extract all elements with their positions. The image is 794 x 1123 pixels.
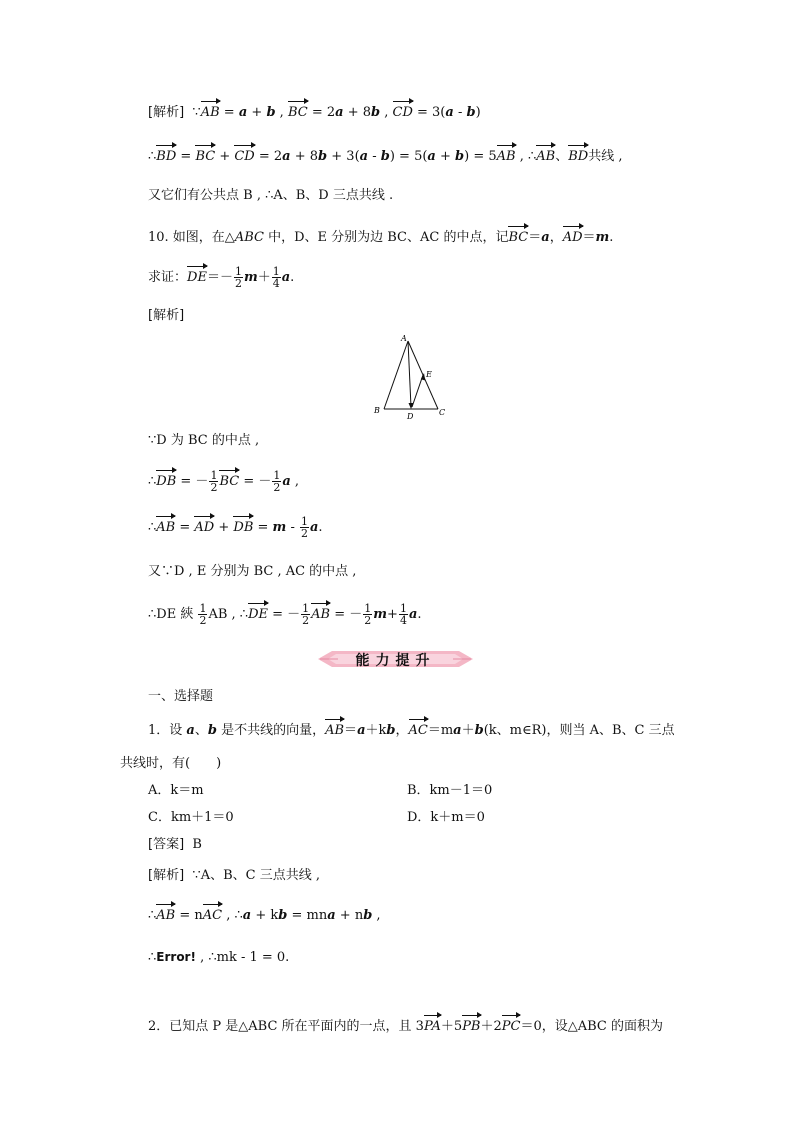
- fraction: [209, 470, 218, 493]
- text: 2．已知点 P 是△ABC 所在平面内的一点，且 3: [148, 1019, 424, 1034]
- vector-de: DE: [248, 607, 268, 622]
- banner-title: 能力提升: [355, 653, 436, 669]
- text: 是不共线的向量，: [216, 723, 326, 738]
- numerator: 1: [273, 469, 281, 482]
- vector-pc: PC: [501, 1019, 521, 1034]
- sol9-line1: [148, 104, 481, 122]
- section-heading: 一、选择题: [148, 689, 214, 704]
- label-e: E: [426, 370, 432, 379]
- vec-a: a: [282, 149, 291, 164]
- section-banner: [318, 648, 473, 670]
- sol10-line5: [148, 603, 422, 626]
- vector-cd: CD: [392, 105, 413, 120]
- vec-a: a: [327, 908, 336, 923]
- q1-solution-line2: [148, 907, 381, 925]
- text: ，: [395, 723, 409, 738]
- vector-bc: BC: [287, 105, 308, 120]
- q1-option-c[interactable]: C．km＋1＝0: [148, 810, 234, 825]
- text: +: [214, 520, 234, 535]
- denominator: 2: [199, 614, 207, 627]
- text: .: [318, 520, 323, 535]
- text: = n: [175, 908, 203, 923]
- vector-bc: BC: [508, 230, 529, 245]
- text: ) = 5(: [389, 149, 428, 164]
- vector-ab: AB: [496, 149, 516, 164]
- text: = －: [330, 607, 363, 622]
- vec-a: a: [186, 723, 195, 738]
- text: , ∴mk - 1 = 0.: [195, 950, 290, 965]
- text: ＝m: [427, 723, 454, 738]
- sol9-line2: [148, 148, 622, 166]
- vec-a: a: [335, 105, 344, 120]
- text: +: [247, 105, 267, 120]
- text: ＋k: [365, 723, 387, 738]
- q1-stem: [148, 722, 675, 740]
- text: ∴: [148, 520, 157, 535]
- q2-stem: [148, 1018, 663, 1036]
- text: .: [609, 230, 614, 245]
- numerator: 1: [272, 265, 280, 278]
- q1-answer: [148, 836, 202, 854]
- label-c: C: [439, 408, 446, 417]
- answer-value: B: [192, 837, 202, 852]
- text: = －: [267, 607, 301, 622]
- text: =: [219, 105, 239, 120]
- text: ,: [275, 105, 288, 120]
- vector-ab: AB: [200, 105, 220, 120]
- text: ,: [380, 105, 393, 120]
- vector-bc: BC: [195, 149, 216, 164]
- text: ，: [549, 230, 563, 245]
- text: + n: [335, 908, 364, 923]
- vec-m: m: [243, 270, 258, 285]
- vec-a: a: [359, 149, 369, 164]
- text: 1．设: [148, 723, 187, 738]
- vec-b: b: [466, 105, 476, 120]
- text: ABC: [234, 230, 264, 245]
- numerator: 1: [364, 602, 372, 615]
- vec-b: b: [380, 149, 390, 164]
- vector-ab: AB: [325, 723, 345, 738]
- text: = 2: [307, 105, 336, 120]
- denominator: 2: [273, 481, 281, 494]
- vector-pb: PB: [462, 1019, 481, 1034]
- fraction: [363, 603, 372, 626]
- vector-ad: AD: [194, 520, 215, 535]
- vec-a: a: [541, 230, 550, 245]
- sol9-line3: 又它们有公共点 B , ∴A、B、D 三点共线 .: [148, 188, 394, 203]
- vector-ab: AB: [156, 520, 176, 535]
- text: ＝: [528, 230, 542, 245]
- vector-bd: BD: [568, 149, 589, 164]
- numerator: 1: [302, 602, 310, 615]
- denominator: 2: [364, 614, 372, 627]
- text: ＝－: [206, 270, 233, 285]
- text: =: [175, 520, 195, 535]
- vec-b: b: [363, 908, 373, 923]
- vector-ab: AB: [311, 607, 331, 622]
- q10-stem: [148, 229, 613, 247]
- text: ＝: [582, 230, 596, 245]
- text: ∴: [148, 474, 157, 489]
- text: = mn: [287, 908, 328, 923]
- answer-tag: [答案]: [148, 837, 185, 852]
- vector-db: DB: [156, 474, 177, 489]
- vec-m: m: [272, 520, 287, 535]
- vec-a: a: [453, 723, 462, 738]
- vec-m: m: [373, 607, 388, 622]
- text: = 2: [254, 149, 283, 164]
- text: ∴: [148, 908, 157, 923]
- text: (k、m∈R)，则当 A、B、C 三点: [483, 723, 675, 738]
- text: + 8: [343, 105, 371, 120]
- fraction: [198, 603, 207, 626]
- q1-solution-line3: [148, 948, 289, 967]
- vec-b: b: [278, 908, 288, 923]
- text: 10. 如图，在△: [148, 230, 235, 245]
- q1-option-b[interactable]: B．km－1＝0: [407, 783, 493, 798]
- segment-ed: [412, 375, 423, 407]
- q10-solution-tag: [148, 307, 184, 325]
- vec-a: a: [408, 607, 418, 622]
- text: AB , ∴: [208, 607, 249, 622]
- text: ∴DE 綊: [148, 607, 198, 622]
- vec-a: a: [427, 149, 436, 164]
- text: -: [453, 105, 467, 120]
- fraction-half: [234, 266, 243, 289]
- numerator: 1: [399, 602, 407, 615]
- sol10-line4: 又∵D , E 分别为 BC , AC 的中点 ,: [148, 564, 357, 579]
- solution-tag: [解析]: [148, 105, 185, 120]
- vec-b: b: [386, 723, 396, 738]
- vec-b: b: [371, 105, 381, 120]
- vec-b: b: [318, 149, 328, 164]
- text: +: [215, 149, 235, 164]
- text: 中，D、E 分别为边 BC、AC 的中点，记: [263, 230, 509, 245]
- vector-ac: AC: [202, 908, 223, 923]
- text: + 3(: [327, 149, 360, 164]
- text: ＋5: [440, 1019, 463, 1034]
- vec-a: a: [309, 520, 319, 535]
- vec-b: b: [474, 723, 484, 738]
- text: ,: [372, 908, 381, 923]
- sol10-line1: ∵D 为 BC 的中点 ,: [148, 433, 260, 448]
- denominator: 2: [300, 527, 308, 540]
- text: =: [253, 520, 273, 535]
- q1-option-a[interactable]: A．k＝m: [148, 783, 204, 798]
- text: + k: [251, 908, 279, 923]
- vector-bd: BD: [156, 149, 177, 164]
- text: ＋: [461, 723, 475, 738]
- text: -: [286, 520, 299, 535]
- vector-bc: BC: [219, 474, 240, 489]
- text: 求证：: [148, 270, 188, 285]
- error-text: Error!: [156, 950, 196, 964]
- label-a: A: [401, 334, 407, 343]
- numerator: 1: [210, 469, 218, 482]
- q1-stem-cont: 共线时，有( ): [120, 756, 222, 771]
- text: +: [387, 607, 398, 622]
- vec-b: b: [266, 105, 276, 120]
- vector-ab: AB: [536, 149, 556, 164]
- text: 、: [194, 723, 208, 738]
- vec-a: a: [242, 908, 252, 923]
- numerator: 1: [199, 602, 207, 615]
- text: = 3(: [412, 105, 446, 120]
- q1-solution-line1: [148, 867, 320, 885]
- fraction: [301, 603, 310, 626]
- triangle-figure: [372, 333, 448, 423]
- vector-cd: CD: [234, 149, 255, 164]
- denominator: 4: [399, 614, 407, 627]
- text: ): [475, 105, 481, 120]
- vector-ac: AC: [408, 723, 428, 738]
- text: ＝: [344, 723, 358, 738]
- numerator: 1: [300, 515, 308, 528]
- vec-a: a: [281, 270, 291, 285]
- text: ＋2: [480, 1019, 502, 1034]
- fraction: [272, 470, 281, 493]
- fraction-quarter: [272, 266, 281, 289]
- text: ∴: [148, 950, 157, 965]
- denominator: 2: [210, 481, 218, 494]
- text: =: [176, 149, 196, 164]
- therefore-symbol: ∵: [192, 105, 201, 120]
- vec-a: a: [357, 723, 366, 738]
- vec-a: a: [445, 105, 454, 120]
- denominator: 4: [272, 277, 280, 290]
- text: + 8: [290, 149, 319, 164]
- vec-a: a: [238, 105, 248, 120]
- label-b: B: [374, 406, 380, 415]
- text: ∵A、B、C 三点共线 ,: [192, 868, 320, 883]
- solution-tag: [解析]: [148, 308, 185, 323]
- sol10-line3: [148, 516, 323, 539]
- fraction: [300, 516, 309, 539]
- vector-ad: AD: [562, 230, 583, 245]
- vector-pa: PA: [423, 1019, 441, 1034]
- text: +: [435, 149, 456, 164]
- text: -: [368, 149, 381, 164]
- label-d: D: [407, 412, 414, 421]
- denominator: 2: [302, 614, 310, 627]
- denominator: 2: [234, 277, 242, 290]
- vec-m: m: [595, 230, 610, 245]
- sol10-line2: [148, 470, 299, 493]
- text: .: [290, 270, 295, 285]
- numerator: 1: [234, 265, 242, 278]
- fraction: [399, 603, 408, 626]
- text: ＋: [257, 270, 271, 285]
- text: = －: [176, 474, 209, 489]
- text: 共线 ,: [588, 149, 623, 164]
- text: ,: [290, 474, 300, 489]
- text: ∴: [148, 149, 157, 164]
- text: ) = 5: [464, 149, 497, 164]
- text: , ∴: [515, 149, 537, 164]
- edge-ab: [384, 341, 408, 409]
- q10-prove: [148, 266, 294, 289]
- text: .: [417, 607, 422, 622]
- segment-ad: [408, 341, 411, 407]
- text: = －: [239, 474, 272, 489]
- vec-b: b: [455, 149, 465, 164]
- solution-tag: [解析]: [148, 868, 185, 883]
- vector-db: DB: [233, 520, 254, 535]
- vec-b: b: [207, 723, 217, 738]
- vector-de: DE: [187, 270, 207, 285]
- text: ＝0，设△ABC 的面积为: [520, 1019, 664, 1034]
- text: 、: [555, 149, 569, 164]
- vec-a: a: [282, 474, 291, 489]
- vector-ab: AB: [156, 908, 176, 923]
- text: , ∴: [222, 908, 243, 923]
- q1-option-d[interactable]: D．k＋m＝0: [407, 810, 485, 825]
